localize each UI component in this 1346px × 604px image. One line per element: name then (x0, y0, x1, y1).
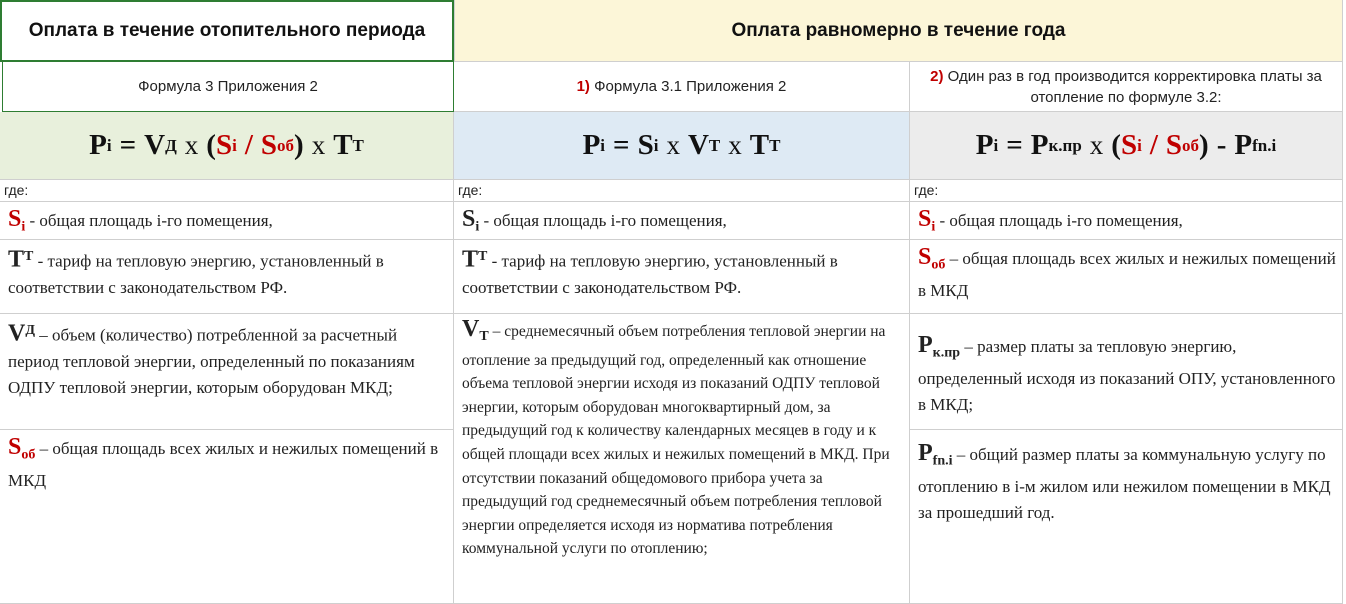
col1-def-si (0, 202, 454, 240)
f1-close: ) (294, 129, 304, 161)
f1-sob-sub: об (277, 135, 295, 155)
f3-p-sub: i (993, 135, 999, 155)
f3-pk-sub: к.пр (1048, 135, 1082, 155)
f3-pk: P (1030, 129, 1049, 161)
f3-pfn: P (1234, 129, 1253, 161)
col3-def-si-sym: S (918, 206, 932, 232)
col3-def-sob-sym: S (918, 244, 932, 270)
col2-def-si (454, 202, 910, 240)
col3-def-si-text: - общая площадь i-го помещения, (935, 211, 1183, 230)
col3-def-si-sub: i (931, 219, 936, 235)
col1-def-si-text: - общая площадь i-го помещения, (25, 211, 273, 230)
f3-p: P (975, 129, 994, 161)
f1-sob: S (260, 129, 278, 161)
col2-def-vt-sub: T (479, 329, 489, 345)
f2-v: V (687, 129, 709, 161)
header-col2 (454, 0, 1343, 62)
subheader-col2-num: 1) (576, 78, 590, 95)
col1-def-tt (0, 240, 454, 314)
col1-def-sob-text: – общая площадь всех жилых и нежилых помещений в МКД (8, 439, 439, 491)
col1-def-sob (0, 430, 454, 604)
col2-def-tt-sym: T (462, 246, 479, 273)
f2-p-sub: i (600, 135, 606, 155)
col1-def-si-sym: S (8, 206, 22, 232)
col1-def-sob-sym: S (8, 434, 22, 460)
col2-def-tt-sup: T (478, 249, 488, 264)
f2-s-sub: i (653, 135, 659, 155)
col2-def-vt-sym: V (462, 316, 480, 342)
f1-x2: x (311, 130, 326, 160)
col2-def-si-sym: S (462, 206, 476, 232)
col3-def-pfn-text: – общий размер платы за коммунальную услугу по отоплению в i-м жилом или нежилом помещении в МКД за прошедший год. (918, 445, 1331, 523)
col3-def-pfn-sub: fn.i (932, 453, 953, 469)
f1-s-sub: i (232, 135, 237, 155)
gde-col2 (454, 180, 910, 202)
gde-label-3: где: (914, 182, 939, 198)
f2-s: S (637, 129, 654, 161)
col3-def-pfn (910, 430, 1343, 604)
formula-2 (454, 112, 910, 180)
f1-eq: = (119, 129, 137, 161)
header-col1-title: Оплата в течение отопительного периода (28, 20, 426, 41)
f3-close: ) (1199, 129, 1209, 161)
subheader-col1 (2, 62, 454, 112)
subheader-col3-text: Один раз в год производится корректировка платы за отопление по формуле 3.2: (947, 67, 1322, 106)
f1-slash: / (244, 129, 253, 161)
col2-def-vt (454, 314, 910, 604)
col2-def-tt (454, 240, 910, 314)
gde-label-2: где: (458, 182, 483, 198)
col1-def-vd-sym: V (8, 320, 26, 347)
col3-def-si (910, 202, 1343, 240)
f2-t-sup: T (769, 135, 781, 155)
header-col2-title: Оплата равномерно в течение года (731, 19, 1066, 41)
f3-eq: = (1006, 129, 1023, 161)
f3-open: ( (1111, 129, 1121, 161)
col1-def-vd-text: – объем (количество) потребленной за расчетный период тепловой энергии, определенный по показаниям ОДПУ тепловой энергии, которым оборудован МКД; (8, 325, 415, 397)
col2-def-si-sub: i (475, 219, 480, 235)
subheader-col1-text: Формула 3 Приложения 2 (138, 78, 318, 95)
f1-open: ( (206, 129, 216, 161)
col3-def-sob-text: – общая площадь всех жилых и нежилых помещений в МКД (918, 249, 1336, 301)
f3-minus: - (1216, 129, 1227, 161)
col1-def-tt-sup: Т (24, 249, 34, 264)
f2-p: P (582, 129, 601, 161)
formula-3 (910, 112, 1343, 180)
f2-eq: = (613, 129, 630, 161)
f3-pfn-sub: fn.i (1252, 135, 1277, 155)
subheader-col2-text: Формула 3.1 Приложения 2 (594, 78, 787, 95)
f1-p: P (89, 129, 107, 161)
col1-def-tt-sym: T (8, 246, 25, 273)
f2-x2: x (728, 130, 742, 160)
col3-def-pk-sub: к.пр (932, 345, 961, 361)
f2-v-sub: T (708, 135, 721, 155)
col1-def-vd-sup: Д (25, 323, 35, 338)
col1-def-tt-text: - тариф на тепловую энергию, установленный в соответствии с законодательством РФ. (8, 251, 384, 297)
col1-def-si-sub: i (21, 219, 26, 235)
f1-s: S (215, 129, 233, 161)
col3-def-sob-sub: об (931, 257, 946, 273)
f3-s: S (1120, 129, 1138, 161)
f3-sob-sub: об (1182, 135, 1200, 155)
col1-def-sob-sub: об (21, 447, 36, 463)
header-col1 (0, 0, 454, 62)
f3-s-sub: i (1137, 135, 1142, 155)
f3-x: x (1089, 130, 1104, 160)
f1-t-sup: Т (352, 135, 364, 155)
col3-def-pk (910, 314, 1343, 430)
col2-def-tt-text: - тариф на тепловую энергию, установленный в соответствии с законодательством РФ. (462, 251, 838, 297)
col3-def-pk-text: – размер платы за тепловую энергию, определенный исходя из показаний ОПУ, установленного в МКД; (918, 337, 1336, 415)
f3-sob: S (1165, 129, 1183, 161)
col3-def-sob (910, 240, 1343, 314)
gde-label-1: где: (4, 182, 29, 198)
col2-def-vt-text: – среднемесячный объем потребления тепловой энергии на отопление за предыдущий год, определенный как отношение объема тепловой энергии исходя из показаний ОДПУ тепловой энергии, которым оборудован многоквартирный дом, за предыдущий год к количеству календарных месяцев в году и к общей площади всех жилых и нежилых помещений в МКД. При отсутствии показаний общедомового прибора учета за предыдущий год среднемесячный объем потребления тепловой энергии определяется исходя из норматива потребления коммунальной услуги по отоплению; (462, 323, 890, 558)
f1-x: x (184, 130, 199, 160)
f1-p-sub: i (106, 135, 112, 155)
subheader-col2 (454, 62, 910, 112)
subheader-col3-num: 2) (930, 67, 944, 85)
f1-v-sup: Д (165, 135, 177, 155)
f2-t: T (749, 129, 770, 161)
col1-def-vd (0, 314, 454, 430)
gde-col1 (0, 180, 454, 202)
col3-def-pfn-sym: P (918, 440, 933, 466)
f1-v: V (144, 129, 166, 161)
f3-slash: / (1149, 129, 1158, 161)
subheader-col3 (910, 62, 1343, 112)
col3-def-pk-sym: P (918, 332, 933, 358)
gde-col3 (910, 180, 1343, 202)
formula-1 (0, 112, 454, 180)
f1-t: T (333, 129, 353, 161)
col2-def-si-text: - общая площадь i-го помещения, (479, 211, 727, 230)
f2-x: x (666, 130, 680, 160)
